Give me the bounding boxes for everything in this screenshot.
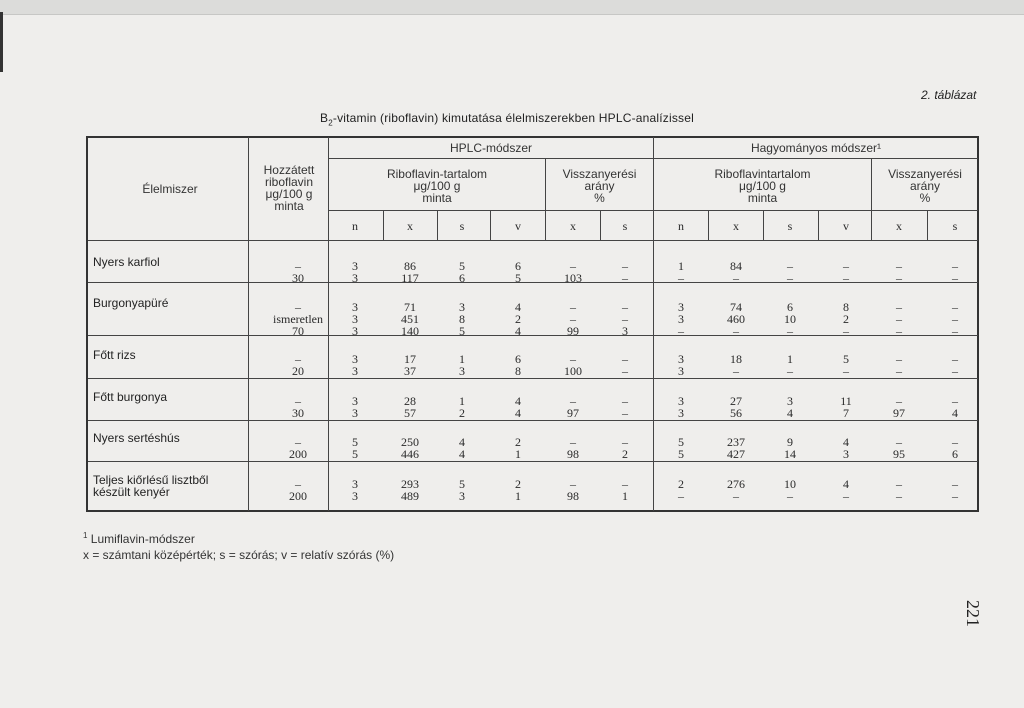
subcolumn-divider bbox=[545, 211, 546, 241]
cell-value: – bbox=[733, 271, 739, 285]
header-bottom-rule bbox=[88, 240, 978, 241]
cell-value: 2 bbox=[622, 447, 628, 461]
cell-value: 3 bbox=[843, 447, 849, 461]
header-recovery2-line: Visszanyerési bbox=[888, 167, 962, 181]
cell-added: ismeretlen bbox=[273, 312, 323, 326]
cell-value: 99 bbox=[567, 324, 579, 338]
cell-value: – bbox=[622, 364, 628, 378]
cell-value: – bbox=[733, 489, 739, 503]
cell-value: 1 bbox=[459, 352, 465, 366]
cell-added: – bbox=[295, 477, 301, 491]
cell-value: 6 bbox=[952, 447, 958, 461]
cell-value: 4 bbox=[515, 406, 521, 420]
food-name: Nyers karfiol bbox=[93, 255, 160, 269]
cell-value: 1 bbox=[787, 352, 793, 366]
cell-value: 3 bbox=[352, 324, 358, 338]
header-recovery2-line: % bbox=[919, 191, 931, 205]
cell-value: 237 bbox=[727, 435, 745, 449]
cell-value: 2 bbox=[515, 477, 521, 491]
cell-value: 3 bbox=[622, 324, 628, 338]
subheader-n: n bbox=[352, 219, 358, 233]
cell-value: – bbox=[952, 259, 958, 273]
row-separator bbox=[88, 461, 978, 462]
cell-value: – bbox=[952, 394, 958, 408]
cell-value: 3 bbox=[678, 300, 684, 314]
cell-value: 10 bbox=[784, 312, 796, 326]
cell-value: 140 bbox=[401, 324, 419, 338]
cell-value: – bbox=[622, 477, 628, 491]
subheader-v: v bbox=[515, 219, 521, 233]
subheader-x: x bbox=[896, 219, 902, 233]
cell-value: 3 bbox=[459, 300, 465, 314]
cell-value: 100 bbox=[564, 364, 582, 378]
cell-value: – bbox=[622, 271, 628, 285]
cell-value: – bbox=[733, 324, 739, 338]
cell-value: 74 bbox=[730, 300, 742, 314]
cell-value: 95 bbox=[893, 447, 905, 461]
cell-value: – bbox=[896, 435, 902, 449]
cell-value: 1 bbox=[515, 489, 521, 503]
cell-value: 3 bbox=[678, 406, 684, 420]
subcolumn-divider bbox=[600, 211, 601, 241]
header-content-line: μg/100 g bbox=[413, 179, 461, 193]
cell-value: 28 bbox=[404, 394, 416, 408]
cell-value: – bbox=[952, 477, 958, 491]
cell-value: – bbox=[952, 271, 958, 285]
cell-value: – bbox=[570, 477, 576, 491]
subheader-s: s bbox=[952, 219, 958, 233]
cell-value: – bbox=[787, 489, 793, 503]
cell-value: – bbox=[952, 352, 958, 366]
cell-value: 4 bbox=[843, 435, 849, 449]
cell-value: – bbox=[843, 259, 849, 273]
header-content2-line: minta bbox=[747, 191, 778, 205]
cell-value: – bbox=[787, 364, 793, 378]
subcolumn-divider bbox=[927, 211, 928, 241]
cell-added: – bbox=[295, 259, 301, 273]
header-recovery2-line: arány bbox=[909, 179, 941, 193]
cell-value: 4 bbox=[787, 406, 793, 420]
cell-value: 5 bbox=[843, 352, 849, 366]
subcolumn-divider bbox=[871, 211, 872, 241]
food-name: Burgonyapüré bbox=[93, 296, 169, 310]
subcolumn-divider bbox=[763, 211, 764, 241]
cell-value: 27 bbox=[730, 394, 742, 408]
header-added-line: Hozzátett bbox=[263, 163, 315, 177]
cell-value: 7 bbox=[843, 406, 849, 420]
cell-value: 8 bbox=[843, 300, 849, 314]
header-recovery-line: % bbox=[594, 191, 605, 205]
cell-value: 97 bbox=[893, 406, 905, 420]
footnote-1: $^1$ Lumiflavin-módszer bbox=[83, 531, 195, 546]
cell-value: 117 bbox=[401, 271, 419, 285]
cell-value: 293 bbox=[401, 477, 419, 491]
cell-value: 2 bbox=[843, 312, 849, 326]
cell-value: 3 bbox=[678, 352, 684, 366]
cell-value: 3 bbox=[678, 394, 684, 408]
cell-value: 5 bbox=[678, 447, 684, 461]
cell-value: 3 bbox=[352, 489, 358, 503]
table-label: 2. táblázat bbox=[921, 88, 977, 102]
header-recovery-line: arány bbox=[584, 179, 615, 193]
header-content2-line: μg/100 g bbox=[739, 179, 786, 193]
cell-value: 3 bbox=[352, 394, 358, 408]
cell-value: – bbox=[952, 312, 958, 326]
cell-value: 9 bbox=[787, 435, 793, 449]
cell-value: 250 bbox=[401, 435, 419, 449]
cell-value: 2 bbox=[515, 312, 521, 326]
header-added-line: minta bbox=[274, 199, 304, 213]
cell-value: 6 bbox=[515, 352, 521, 366]
cell-value: – bbox=[733, 364, 739, 378]
cell-value: 2 bbox=[515, 435, 521, 449]
cell-added: 200 bbox=[289, 489, 307, 503]
cell-value: – bbox=[570, 312, 576, 326]
cell-value: – bbox=[570, 352, 576, 366]
cell-value: – bbox=[622, 300, 628, 314]
cell-value: 4 bbox=[515, 394, 521, 408]
cell-value: 5 bbox=[352, 435, 358, 449]
cell-value: 5 bbox=[352, 447, 358, 461]
cell-value: 14 bbox=[784, 447, 796, 461]
cell-value: – bbox=[622, 406, 628, 420]
cell-value: – bbox=[843, 364, 849, 378]
header-content2-line: Riboflavintartalom bbox=[714, 167, 811, 181]
cell-value: – bbox=[952, 435, 958, 449]
cell-value: 10 bbox=[784, 477, 796, 491]
cell-value: – bbox=[843, 324, 849, 338]
cell-value: – bbox=[843, 489, 849, 503]
cell-value: 5 bbox=[459, 259, 465, 273]
cell-value: 3 bbox=[352, 364, 358, 378]
subcolumn-divider bbox=[490, 211, 491, 241]
cell-value: 86 bbox=[404, 259, 416, 273]
cell-value: – bbox=[570, 300, 576, 314]
cell-value: 37 bbox=[404, 364, 416, 378]
cell-value: – bbox=[896, 394, 902, 408]
cell-value: – bbox=[896, 477, 902, 491]
cell-value: 103 bbox=[564, 271, 582, 285]
cell-value: – bbox=[678, 271, 684, 285]
header-hplc: HPLC-módszer bbox=[449, 141, 533, 155]
cell-added: – bbox=[295, 352, 301, 366]
cell-value: 1 bbox=[459, 394, 465, 408]
header-content-line: minta bbox=[422, 191, 452, 205]
cell-value: 460 bbox=[727, 312, 745, 326]
cell-value: 489 bbox=[401, 489, 419, 503]
cell-value: – bbox=[952, 489, 958, 503]
header-content-line: Riboflavin-tartalom bbox=[386, 167, 488, 181]
cell-value: 98 bbox=[567, 447, 579, 461]
subheader-x: x bbox=[407, 219, 413, 233]
cell-value: – bbox=[622, 352, 628, 366]
cell-value: 8 bbox=[459, 312, 465, 326]
top-margin-band bbox=[0, 0, 1024, 15]
cell-value: 1 bbox=[622, 489, 628, 503]
page-edge-mark bbox=[0, 12, 3, 72]
cell-value: 6 bbox=[515, 259, 521, 273]
cell-value: 4 bbox=[952, 406, 958, 420]
cell-value: 57 bbox=[404, 406, 416, 420]
cell-value: – bbox=[896, 300, 902, 314]
subheader-s: s bbox=[459, 219, 465, 233]
food-name: készült kenyér bbox=[93, 485, 170, 499]
cell-value: – bbox=[952, 364, 958, 378]
cell-value: 446 bbox=[401, 447, 419, 461]
cell-value: 97 bbox=[567, 406, 579, 420]
cell-value: 84 bbox=[730, 259, 742, 273]
cell-value: 4 bbox=[515, 324, 521, 338]
cell-value: 3 bbox=[352, 271, 358, 285]
cell-value: 3 bbox=[678, 312, 684, 326]
food-name: Főtt burgonya bbox=[93, 390, 168, 404]
food-name: Nyers sertéshús bbox=[93, 431, 180, 445]
cell-value: – bbox=[622, 259, 628, 273]
cell-added: 200 bbox=[289, 447, 307, 461]
cell-value: – bbox=[787, 271, 793, 285]
header-recovery-line: Visszanyerési bbox=[562, 167, 637, 181]
cell-value: 276 bbox=[727, 477, 745, 491]
cell-value: 5 bbox=[459, 324, 465, 338]
column-divider bbox=[653, 137, 654, 511]
cell-value: 71 bbox=[404, 300, 416, 314]
row-separator bbox=[88, 378, 978, 379]
subcolumn-divider bbox=[383, 211, 384, 241]
cell-value: 3 bbox=[352, 300, 358, 314]
cell-value: – bbox=[896, 489, 902, 503]
page-number: 221 bbox=[963, 600, 983, 627]
cell-value: – bbox=[570, 259, 576, 273]
header-added-line: riboflavin bbox=[264, 175, 314, 189]
cell-value: 98 bbox=[567, 489, 579, 503]
subheader-x: x bbox=[570, 219, 576, 233]
cell-value: 3 bbox=[352, 406, 358, 420]
cell-value: – bbox=[622, 312, 628, 326]
cell-value: 5 bbox=[515, 271, 521, 285]
cell-value: – bbox=[622, 435, 628, 449]
subcolumn-divider bbox=[708, 211, 709, 241]
cell-value: 4 bbox=[515, 300, 521, 314]
cell-value: 56 bbox=[730, 406, 742, 420]
cell-value: 6 bbox=[787, 300, 793, 314]
cell-value: – bbox=[622, 394, 628, 408]
header-traditional: Hagyományos módszer¹ bbox=[750, 141, 882, 155]
cell-value: 3 bbox=[352, 477, 358, 491]
cell-value: – bbox=[570, 435, 576, 449]
cell-value: 11 bbox=[840, 394, 852, 408]
header-added-line: μg/100 g bbox=[265, 187, 313, 201]
cell-value: 3 bbox=[352, 352, 358, 366]
cell-added: – bbox=[295, 435, 301, 449]
cell-added: – bbox=[295, 300, 301, 314]
cell-value: 4 bbox=[459, 447, 465, 461]
cell-value: 427 bbox=[727, 447, 745, 461]
cell-value: 1 bbox=[515, 447, 521, 461]
cell-value: – bbox=[787, 259, 793, 273]
cell-added: 20 bbox=[292, 364, 304, 378]
cell-value: 6 bbox=[459, 271, 465, 285]
cell-value: 3 bbox=[787, 394, 793, 408]
cell-value: – bbox=[952, 300, 958, 314]
cell-value: – bbox=[843, 271, 849, 285]
row-separator bbox=[88, 420, 978, 421]
cell-value: 4 bbox=[843, 477, 849, 491]
cell-value: – bbox=[952, 324, 958, 338]
subheader-x: x bbox=[733, 219, 739, 233]
cell-value: – bbox=[678, 324, 684, 338]
food-name: Teljes kiőrlésű lisztből bbox=[93, 473, 209, 487]
cell-value: – bbox=[896, 271, 902, 285]
cell-value: – bbox=[896, 364, 902, 378]
cell-value: – bbox=[570, 394, 576, 408]
table-title: $B_2$-vitamin (riboflavin) kimutatása élelmiszerekben HPLC-analízissel bbox=[320, 111, 694, 128]
cell-value: – bbox=[896, 324, 902, 338]
cell-value: 8 bbox=[515, 364, 521, 378]
cell-value: 3 bbox=[352, 312, 358, 326]
cell-value: – bbox=[896, 259, 902, 273]
subheader-s: s bbox=[622, 219, 628, 233]
cell-value: – bbox=[896, 352, 902, 366]
cell-value: 17 bbox=[404, 352, 416, 366]
cell-value: 451 bbox=[401, 312, 419, 326]
cell-value: 3 bbox=[459, 364, 465, 378]
header-food: Élelmiszer bbox=[142, 182, 198, 196]
subheader-n: n bbox=[678, 219, 684, 233]
cell-value: – bbox=[678, 489, 684, 503]
food-name: Főtt rizs bbox=[93, 348, 136, 362]
subcolumn-divider bbox=[653, 211, 654, 241]
cell-value: – bbox=[787, 324, 793, 338]
subcolumn-divider bbox=[818, 211, 819, 241]
subheader-s: s bbox=[787, 219, 793, 233]
cell-value: 1 bbox=[678, 259, 684, 273]
cell-value: 5 bbox=[678, 435, 684, 449]
cell-value: – bbox=[896, 312, 902, 326]
cell-value: 5 bbox=[459, 477, 465, 491]
cell-added: – bbox=[295, 394, 301, 408]
cell-value: 2 bbox=[459, 406, 465, 420]
cell-value: 3 bbox=[352, 259, 358, 273]
cell-value: 3 bbox=[678, 364, 684, 378]
cell-value: 2 bbox=[678, 477, 684, 491]
cell-added: 70 bbox=[292, 324, 304, 338]
cell-added: 30 bbox=[292, 406, 304, 420]
cell-value: 4 bbox=[459, 435, 465, 449]
cell-added: 30 bbox=[292, 271, 304, 285]
cell-value: 3 bbox=[459, 489, 465, 503]
subheader-v: v bbox=[843, 219, 849, 233]
footnote-2: x = számtani középérték; s = szórás; v = relatív szórás (%) bbox=[83, 548, 395, 562]
cell-value: 18 bbox=[730, 352, 742, 366]
subcolumn-divider bbox=[437, 211, 438, 241]
